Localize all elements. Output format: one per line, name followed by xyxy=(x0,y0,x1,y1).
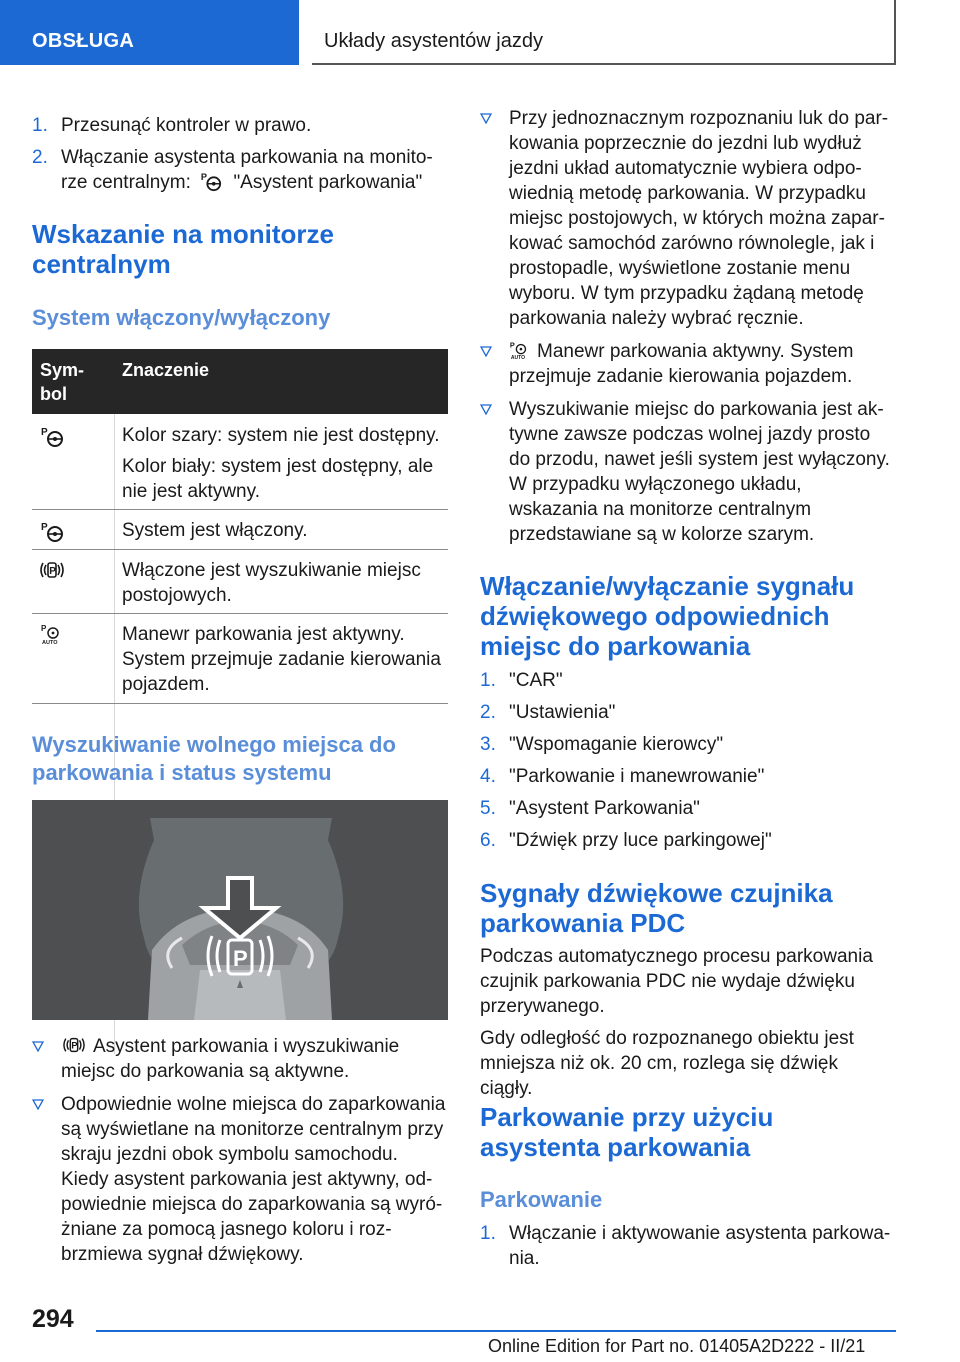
bullet-maneuver-active xyxy=(480,339,892,389)
pdc-paragraph-2: Gdy odległość do rozpoznanego obiektu jest mniejsza niż ok. 20 cm, rozlega się dźwięk ciągły. xyxy=(480,1028,854,1099)
step-text-line-2: rze centralnym: xyxy=(61,172,191,193)
step-text-line-1: Włączanie asystenta parkowania na monito- xyxy=(61,147,433,168)
signal-step-5 xyxy=(480,796,892,821)
bullet-auto-method xyxy=(480,106,892,331)
table-row xyxy=(32,510,448,550)
heading-search-status: Wyszukiwanie wolnego miejsca do parkowania i status systemu xyxy=(32,732,396,785)
step-text: "CAR" xyxy=(509,670,563,691)
step-number: 3. xyxy=(480,734,496,755)
table-cell-meaning: System jest włączony. xyxy=(122,520,308,541)
signal-step-2 xyxy=(480,700,892,725)
pdc-paragraph-1: Podczas automatycznego procesu parkowania czujnik parkowania PDC nie wydaje dźwięku przerywanego. xyxy=(480,946,873,1017)
parking-space-search-icon xyxy=(38,558,66,582)
step-text: "Dźwięk przy luce parkingowej" xyxy=(509,830,772,851)
chapter-title: Układy asystentów jazdy xyxy=(324,30,543,52)
signal-step-3 xyxy=(480,732,892,757)
step-text: "Parkowanie i manewrowanie" xyxy=(509,766,765,787)
step-number: 1. xyxy=(32,115,48,136)
bullet-text xyxy=(32,1034,448,1084)
step-number: 1. xyxy=(480,670,496,691)
parking-screen-illustration xyxy=(32,800,448,1020)
heading-park-assistant: Parkowanie przy użyciu asystenta parkowania xyxy=(480,1102,774,1162)
heading-signal: Włączanie/wyłączanie sygnału dźwiękowego odpowiednich miejsc do parkowania xyxy=(480,571,855,661)
park-step-1 xyxy=(480,1221,892,1271)
car-parking-graphic xyxy=(32,800,448,1020)
bullet-text-body: Asystent parkowania i wyszukiwanie miejsc do parkowania są aktywne. xyxy=(61,1036,400,1082)
table-row xyxy=(32,550,448,614)
parking-auto-icon xyxy=(509,339,531,361)
signal-step-6 xyxy=(480,828,892,853)
bullet-free-spaces xyxy=(32,1092,448,1267)
table-cell-meaning: Kolor biały: system jest dostępny, ale nie jest aktywny. xyxy=(122,456,434,502)
bullet-triangle-icon xyxy=(480,113,492,124)
parking-space-search-icon xyxy=(61,1034,87,1056)
table-row xyxy=(32,614,448,704)
parking-assistant-icon xyxy=(38,424,66,448)
bullet-text: Przy jednoznacznym rozpoznaniu luk do par-kowania poprzecznie do jezdni lub wydłuż jezdni układ automatycznie wybiera odpo-wiednią metodę parkowania. W przypadku miejsc postojowych, w których można zapar-kować samochód zarówno równolegle, jak i prostopadle, wyświetlone zostanie menu wyboru. W tym przypadku żądaną metodę parkowania należy wybrać ręcznie. xyxy=(509,108,889,329)
bullet-triangle-icon xyxy=(32,1041,44,1052)
bullet-triangle-icon xyxy=(480,404,492,415)
section-tab xyxy=(0,0,299,65)
bullet-search-active xyxy=(32,1034,448,1084)
step-number: 2. xyxy=(480,702,496,723)
table-header-meaning: Znaczenie xyxy=(122,360,210,380)
parking-auto-icon xyxy=(38,622,66,646)
footer-edition: Online Edition for Part no. 01405A2D222 - II/21 xyxy=(488,1336,866,1356)
bullet-search-always xyxy=(480,397,892,547)
step-number: 5. xyxy=(480,798,496,819)
step-number: 6. xyxy=(480,830,496,851)
bullet-triangle-icon xyxy=(32,1099,44,1110)
table-row xyxy=(32,414,448,510)
footer-divider xyxy=(96,1330,896,1332)
step-1 xyxy=(32,113,448,138)
table-cell-meaning: Manewr parkowania jest aktywny. System przejmuje zadanie kierowania pojazdem. xyxy=(122,624,441,695)
parking-assistant-on-icon xyxy=(38,519,66,543)
chapter-header xyxy=(312,0,896,65)
heading-system-on-off: System włączony/wyłączony xyxy=(32,305,331,330)
parking-assistant-icon xyxy=(200,170,222,192)
step-text: Przesunąć kontroler w prawo. xyxy=(61,115,312,136)
step-text: Włączanie i aktywowanie asystenta parkowa-nia. xyxy=(509,1223,891,1269)
step-text: "Asystent Parkowania" xyxy=(509,798,700,819)
step-number: 4. xyxy=(480,766,496,787)
step-text: "Wspomaganie kierowcy" xyxy=(509,734,724,755)
svg-text:P: P xyxy=(233,946,248,971)
table-header xyxy=(32,349,448,414)
heading-parking: Parkowanie xyxy=(480,1187,603,1212)
table-header-symbol: Sym- bol xyxy=(40,360,85,404)
page-number: 294 xyxy=(32,1305,74,1333)
heading-pdc: Sygnały dźwiękowe czujnika parkowania PDC xyxy=(480,878,833,938)
bullet-text: Odpowiednie wolne miejsca do zaparkowania są wyświetlane na monitorze centralnym przy skraju jezdni obok symbolu samochodu. Kiedy asystent parkowania jest aktywny, od-powiednie miejsca do zaparkowania są wyró-żniane za pomocą jasnego koloru i roz-brzmiewa sygnał dźwiękowy. xyxy=(61,1094,446,1265)
step-text xyxy=(32,145,448,195)
bullet-text xyxy=(480,339,892,389)
signal-step-1 xyxy=(480,668,892,693)
section-label: OBSŁUGA xyxy=(32,30,135,52)
table-cell-meaning: Kolor szary: system nie jest dostępny. xyxy=(122,425,440,446)
bullet-text: Wyszukiwanie miejsc do parkowania jest ak-tywne zawsze podczas wolnej jazdy prosto do przodu, nawet jeśli system jest wyłączony. W przypadku wyłączonego układu, wskazania na monitorze centralnym przedstawiane są w kolorze szarym. xyxy=(509,399,890,545)
step-text: "Ustawienia" xyxy=(509,702,616,723)
table-cell-meaning: Włączone jest wyszukiwanie miejsc postojowych. xyxy=(122,560,421,606)
step-text-menu-name: "Asystent parkowania" xyxy=(233,172,423,193)
bullet-text-body: Manewr parkowania aktywny. System przejmuje zadanie kierowania pojazdem. xyxy=(509,341,854,387)
step-number: 2. xyxy=(32,147,48,168)
step-number: 1. xyxy=(480,1223,496,1244)
signal-step-4 xyxy=(480,764,892,789)
step-2 xyxy=(32,145,448,195)
heading-monitor: Wskazanie na monitorze centralnym xyxy=(32,219,334,279)
bullet-triangle-icon xyxy=(480,346,492,357)
